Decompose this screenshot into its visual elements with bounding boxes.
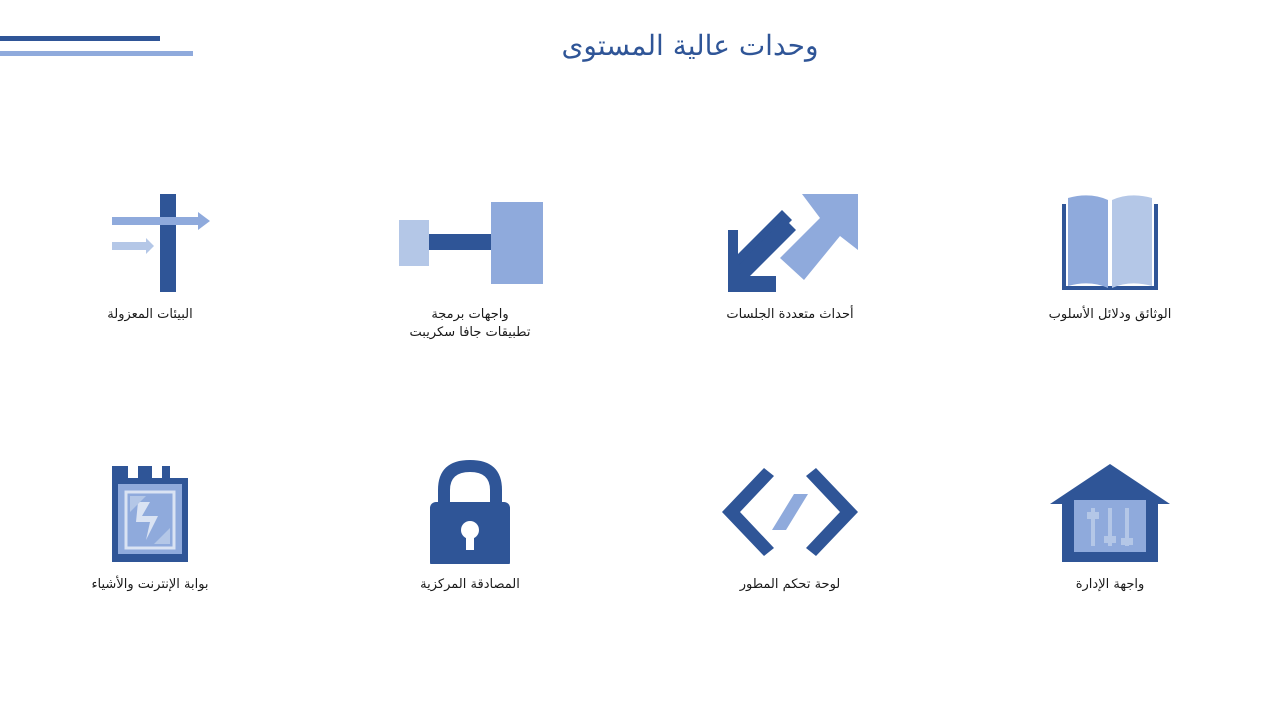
book-icon [990, 190, 1230, 294]
tile-label: الوثائق ودلائل الأسلوب [1048, 307, 1172, 322]
tile-style-guides [990, 190, 1230, 350]
tile-iot-gateway [30, 460, 270, 620]
tile-developer-dashboard [670, 460, 910, 620]
tile-label: أحداث متعددة الجلسات [726, 307, 854, 322]
tile-label: لوحة تحكم المطور [739, 577, 841, 592]
admin-house-icon [990, 460, 1230, 564]
iot-gateway-icon [30, 460, 270, 564]
tile-label: واجهات برمجة تطبيقات جافا سكريبت [409, 307, 531, 340]
tile-label: بوابة الإنترنت والأشياء [91, 577, 209, 592]
tile-sandboxes [30, 190, 270, 350]
tile-label: واجهة الإدارة [1075, 577, 1145, 592]
api-connector-icon [350, 190, 590, 294]
tile-central-authentication [350, 460, 590, 620]
tile-label: المصادقة المركزية [420, 577, 520, 592]
tile-label: البيئات المعزولة [107, 307, 193, 322]
tile-admin-interface [990, 460, 1230, 620]
tile-javascript-apis [350, 190, 590, 350]
accent-line-bottom [0, 51, 193, 56]
slide-title: وحدات عالية المستوى [561, 29, 819, 62]
padlock-icon [350, 460, 590, 564]
code-brackets-icon [670, 460, 910, 564]
signpost-icon [30, 190, 270, 294]
expand-arrows-icon [670, 190, 910, 294]
tile-multi-session-events [670, 190, 910, 350]
accent-line-top [0, 36, 160, 41]
